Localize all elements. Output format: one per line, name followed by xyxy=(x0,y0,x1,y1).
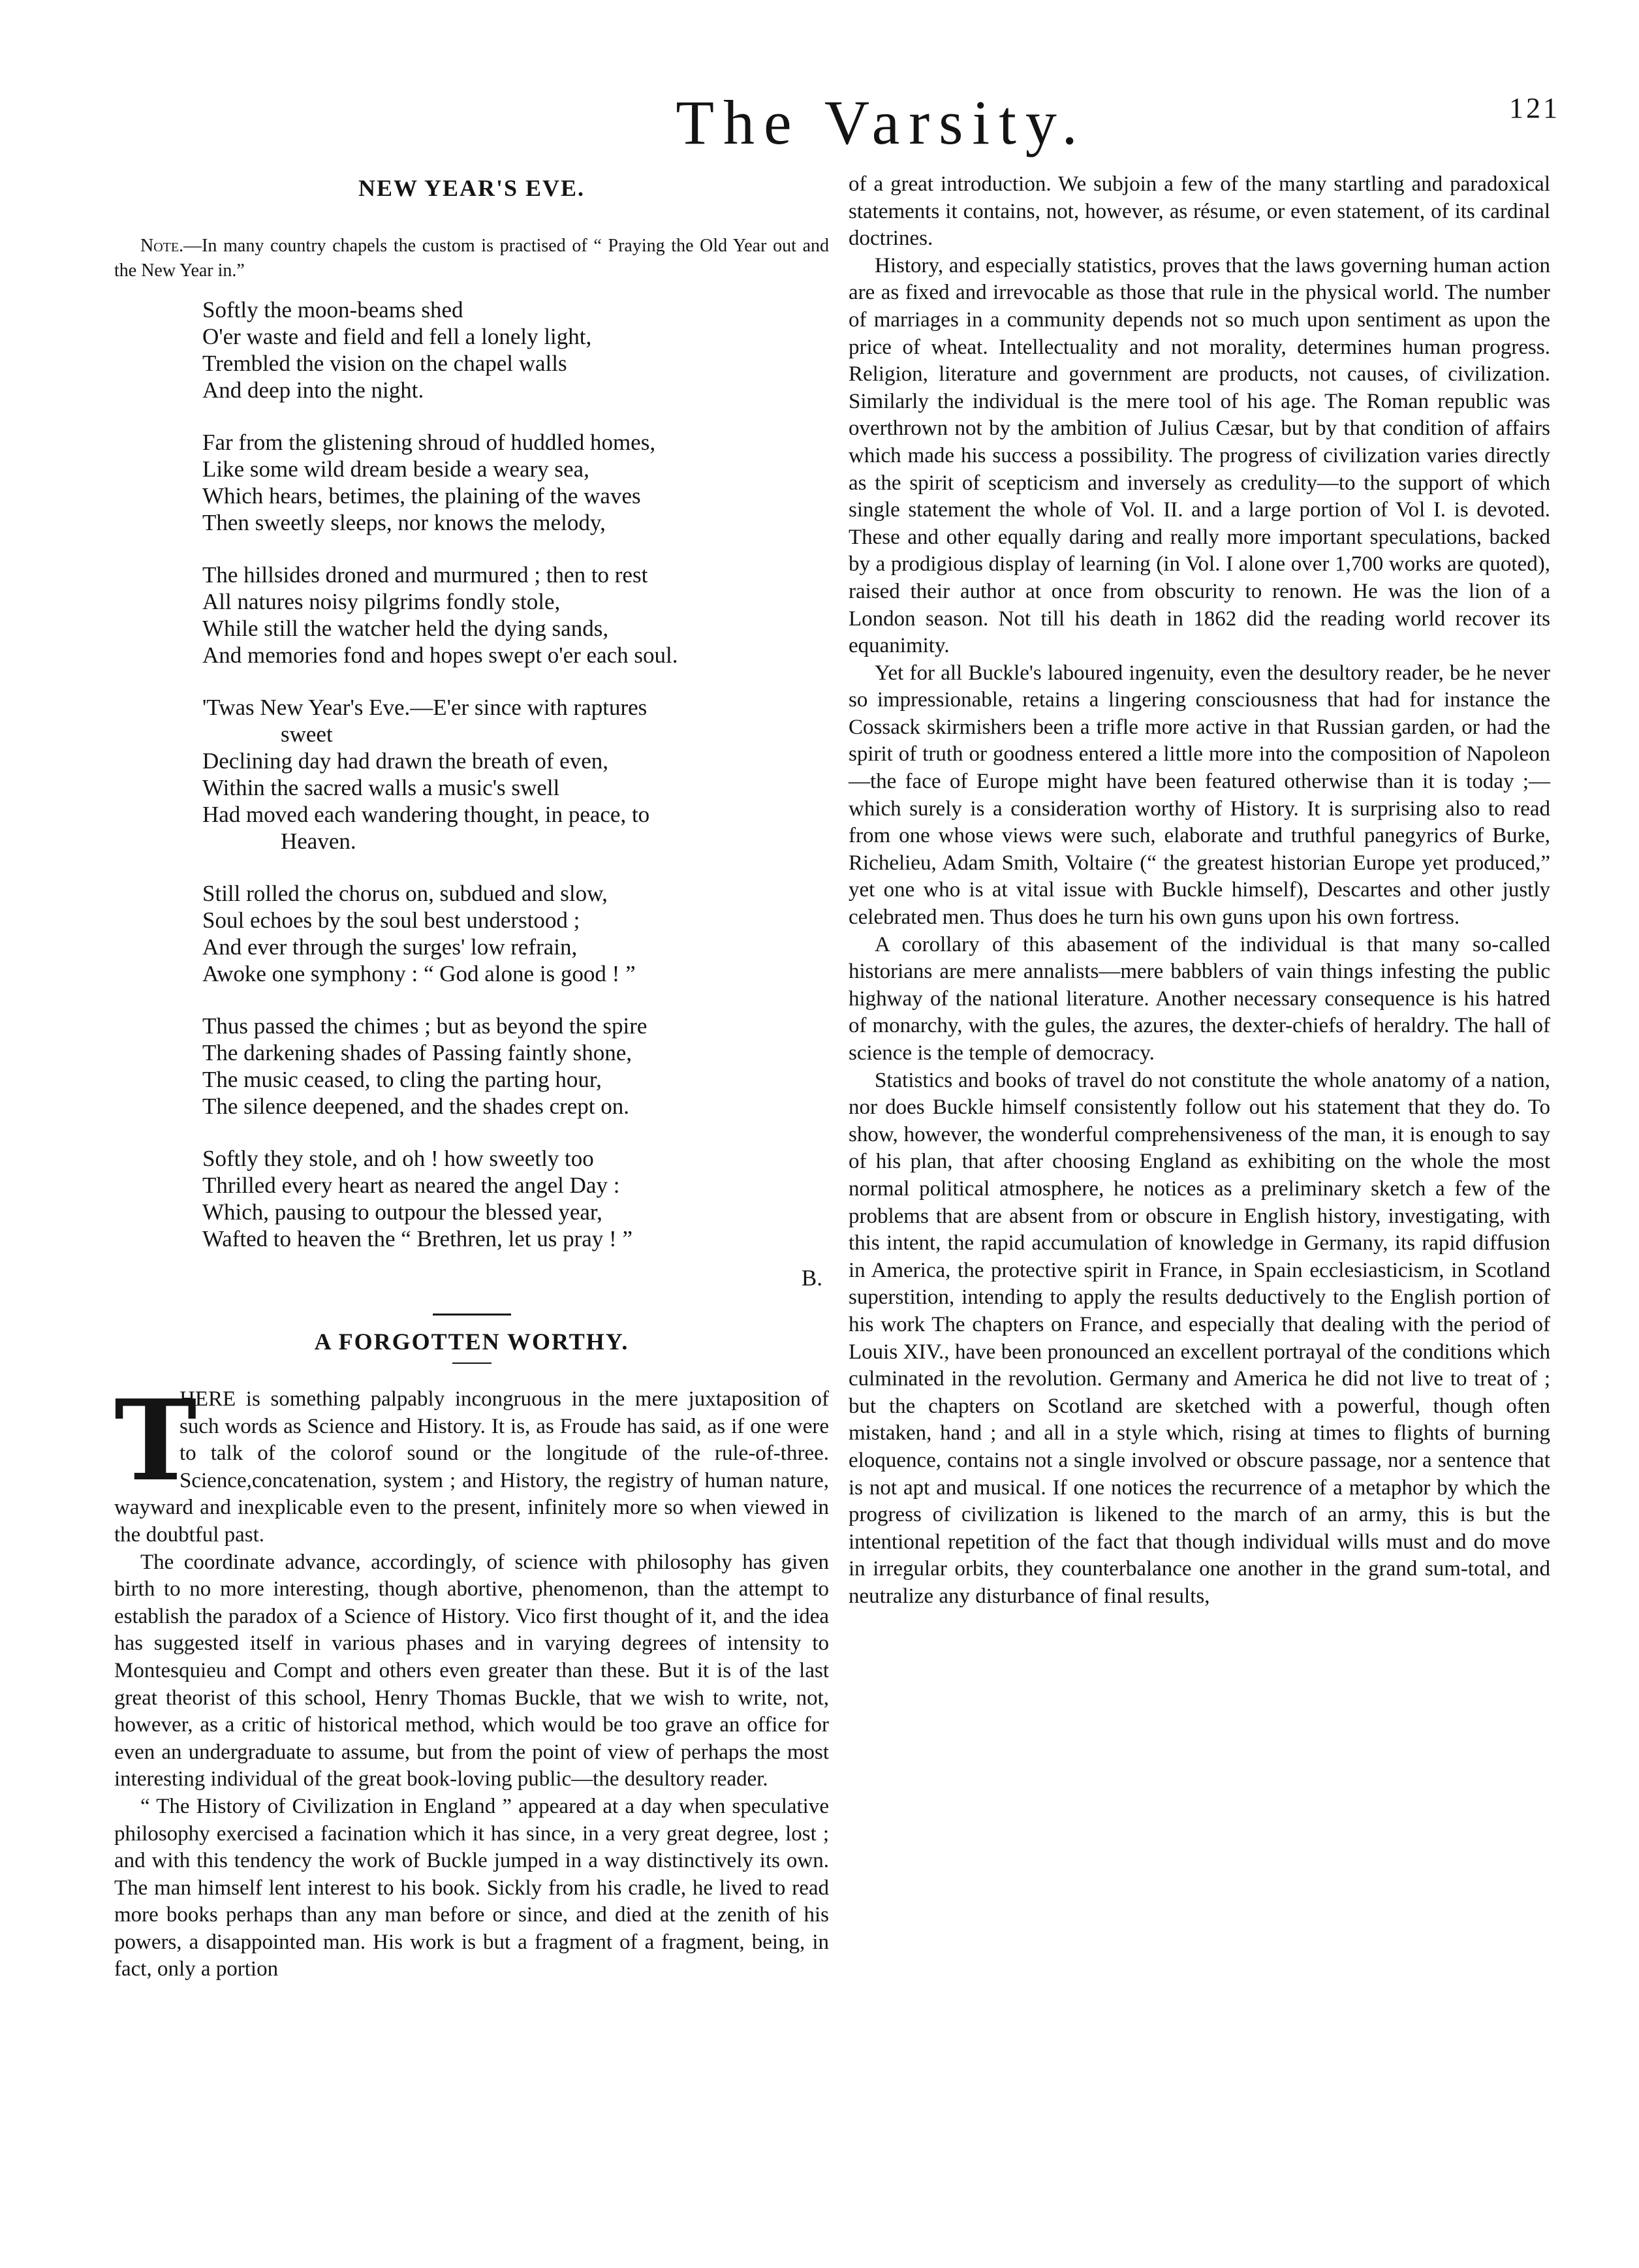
right-column xyxy=(849,171,1550,1610)
poem-line: And deep into the night. xyxy=(202,377,424,403)
poem-line: Wafted to heaven the “ Brethren, let us pray ! ” xyxy=(202,1226,632,1252)
poem-note-text: —In many country chapels the custom is practised of “ Praying the Old Year out and the New Year in.” xyxy=(114,236,829,281)
poem-line: Far from the glistening shroud of huddled homes, xyxy=(202,430,656,455)
poem-signature: B. xyxy=(801,1265,822,1291)
poem-line: Declining day had drawn the breath of even, xyxy=(202,748,608,774)
poem-stanza xyxy=(202,1013,829,1120)
section-divider xyxy=(433,1314,511,1315)
article-paragraph: History, and especially statistics, proves that the laws governing human action are as fixed and irrevocable as those that rule in the physical world. The number of marriages in a community depends not so much upon sentiment as upon the price of wheat. Intellectuality and not morality, determines human progress. Religion, literature and government are products, not causes, of civilization. Similarly the individual is the mere tool of his age. The Roman republic was overthrown not by the ambition of Julius Cæsar, but by that condition of affairs which made his success a possibility. The progress of civilization varies directly as the spirit of scepticism and inversely as credulity—to the support of which single statement the whole of Vol. II. and a large portion of Vol I. is devoted. These and other equally daring and really more important speculations, backed by a prodigious display of learning (in Vol. I alone over 1,700 works are quoted), raised their author at once from obscurity to renown. He was the lion of a London season. Not till his death in 1862 did the reading world recover its equanimity. xyxy=(849,253,1550,658)
poem-line: The hillsides droned and murmured ; then to rest xyxy=(202,562,648,588)
poem-line: Within the sacred walls a music's swell xyxy=(202,775,560,800)
poem-stanza xyxy=(202,694,829,855)
poem-stanza xyxy=(202,880,829,987)
poem-title: NEW YEAR'S EVE. xyxy=(358,175,585,201)
dropcap-ornament: T xyxy=(114,1376,197,1506)
poem-line: The music ceased, to cling the parting hour, xyxy=(202,1067,602,1092)
poem-line: Then sweetly sleeps, nor knows the melody, xyxy=(202,510,606,535)
poem-line: And ever through the surges' low refrain, xyxy=(202,934,578,960)
article-title: A FORGOTTEN WORTHY. xyxy=(314,1329,629,1355)
page-number: 121 xyxy=(1509,92,1560,124)
poem-stanza xyxy=(202,1145,829,1252)
masthead xyxy=(587,77,1175,168)
masthead-title: The Varsity. xyxy=(676,87,1087,157)
poem-line: Still rolled the chorus on, subdued and slow, xyxy=(202,881,608,906)
poem-line: sweet xyxy=(281,721,333,747)
poem-stanza xyxy=(202,429,829,536)
poem-line: O'er waste and field and fell a lonely light, xyxy=(202,324,592,349)
poem-line: All natures noisy pilgrims fondly stole, xyxy=(202,589,561,614)
article-paragraph: Yet for all Buckle's laboured ingenuity, even the desultory reader, be he never so impressionable, retains a lingering consciousness that had for instance the Cossack skirmishers been a trifle more active in that Russian garden, or had the spirit of truth or goodness entered a little more into the composition of Napoleon—the face of Europe might have been featured otherwise than it is today ;—which surely is a consideration worthy of History. It is surprising also to read from one whose views were such, elaborate and truthful panegyrics of Burke, Richelieu, Adam Smith, Voltaire (“ the greatest historian Europe yet produced,” yet one who is at vital issue with Buckle himself), Descartes and other justly celebrated men. Thus does he turn his own guns upon his own fortress. xyxy=(849,661,1550,930)
article-paragraph: of a great introduction. We subjoin a few of the many startling and paradoxical statements it contains, not, however, as résume, or even statement, of its cardinal doctrines. xyxy=(849,172,1550,251)
poem-line: The silence deepened, and the shades crept on. xyxy=(202,1094,630,1119)
poem-line: And memories fond and hopes swept o'er each soul. xyxy=(202,642,678,668)
article-paragraph: “ The History of Civilization in England ” appeared at a day when speculative philosophy exercised a facination which it has since, in a very great degree, lost ; and with this tendency the work of Buckle jumped in a way distinctively its own. The man himself lent interest to his book. Sickly from his cradle, he lived to read more books perhaps than any man before or since, and died at the zenith of his powers, a disappointed man. His work is but a fragment of a fragment, being, in fact, only a portion xyxy=(114,1794,829,1981)
poem-line: The darkening shades of Passing faintly shone, xyxy=(202,1040,632,1065)
poem-line: 'Twas New Year's Eve.—E'er since with raptures xyxy=(202,695,648,720)
poem-line: Softly the moon-beams shed xyxy=(202,297,463,323)
article-paragraph: A corollary of this abasement of the individual is that many so-called historians are mere annalists—mere babblers of vain things infesting the public highway of the national literature. Another necessary consequence is his hatred of monarchy, with the gules, the azures, the dexter-chiefs of heraldry. The hall of science is the temple of democracy. xyxy=(849,932,1550,1065)
poem-line: Had moved each wandering thought, in peace, to xyxy=(202,802,650,827)
poem-stanza xyxy=(202,296,829,403)
article-paragraph: Statistics and books of travel do not constitute the whole anatomy of a nation, nor does Buckle himself consistently follow out his statement that they do. To show, however, the wonderful comprehensiveness of the man, it is enough to say of his plan, that after choosing England as exhibiting on the whole the most normal political atmosphere, he notices as a preliminary sketch a few of the problems that are absent from or obscure in English history, investigating, with this intent, the rapid accumulation of knowledge in Germany, its rapid diffusion in America, the protective spirit in France, in Spain ecclesiasticism, in Scotland superstition, intending to apply the results deductively to the English portion of his work The chapters on France, and especially that dealing with the period of Louis XIV., have been pronounced an excellent portrayal of the conditions which culminated in the revolution. Germany and America he did not live to treat of ; but the chapters on Scotland are sketched with a powerful, though often mistaken, hand ; and all in a style which, rising at times to flights of burning eloquence, contains not a single involved or obscure passage, nor a sentence that is not apt and musical. If one notices the recurrence of a metaphor by which the progress of civilization is likened to the march of an army, this is but the intentional repetition of the fact that though individual wills must and do move in irregular orbits, they counterbalance one another in the grand sum-total, and neutralize any disturbance of final results, xyxy=(849,1068,1550,1608)
poem-body xyxy=(202,296,829,1252)
poem-stanza xyxy=(202,561,829,669)
left-column xyxy=(114,171,829,1983)
article-paragraph: HERE is something palpably incongruous in the mere juxtaposition of such words as Science and History. It is, as Froude has said, as if one were to talk of the colorof sound or the longitude of the rule-of-three. Science,concatenation, system ; and History, the registry of human nature, wayward and inexplicable even to the present, infinitely more so when viewed in the doubtful past. xyxy=(114,1387,829,1547)
article-left-text xyxy=(114,1376,829,1983)
poem-line: Which, pausing to outpour the blessed year, xyxy=(202,1199,602,1225)
poem-line: Awoke one symphony : “ God alone is good ! ” xyxy=(202,961,636,986)
poem-line: Softly they stole, and oh ! how sweetly too xyxy=(202,1146,594,1171)
poem-line: Which hears, betimes, the plaining of the waves xyxy=(202,483,641,509)
poem-note xyxy=(114,234,829,283)
poem-line: While still the watcher held the dying sands, xyxy=(202,616,609,641)
poem-note-label: Note. xyxy=(140,236,184,256)
poem-line: Like some wild dream beside a weary sea, xyxy=(202,456,589,482)
poem-line: Heaven. xyxy=(281,828,356,854)
poem-line: Thrilled every heart as neared the angel Day : xyxy=(202,1173,620,1198)
poem-line: Soul echoes by the soul best understood ; xyxy=(202,907,580,933)
poem-line: Trembled the vision on the chapel walls xyxy=(202,351,567,376)
title-underline xyxy=(452,1362,492,1364)
article-right-text xyxy=(849,171,1550,1610)
poem-line: Thus passed the chimes ; but as beyond the spire xyxy=(202,1013,648,1039)
article-paragraph: The coordinate advance, accordingly, of science with philosophy has given birth to no more interesting, though abortive, phenomenon, than the attempt to establish the paradox of a Science of History. Vico first thought of it, and the idea has suggested itself in various phases and in varying degrees of intensity to Montesquieu and Compt and others even greater than these. But it is of the last great theorist of this school, Henry Thomas Buckle, that we wish to write, not, however, as a critic of historical method, which would be too grave an office for even an undergraduate to assume, but from the point of view of perhaps the most interesting individual of the great book-loving public—the desultory reader. xyxy=(114,1550,829,1791)
